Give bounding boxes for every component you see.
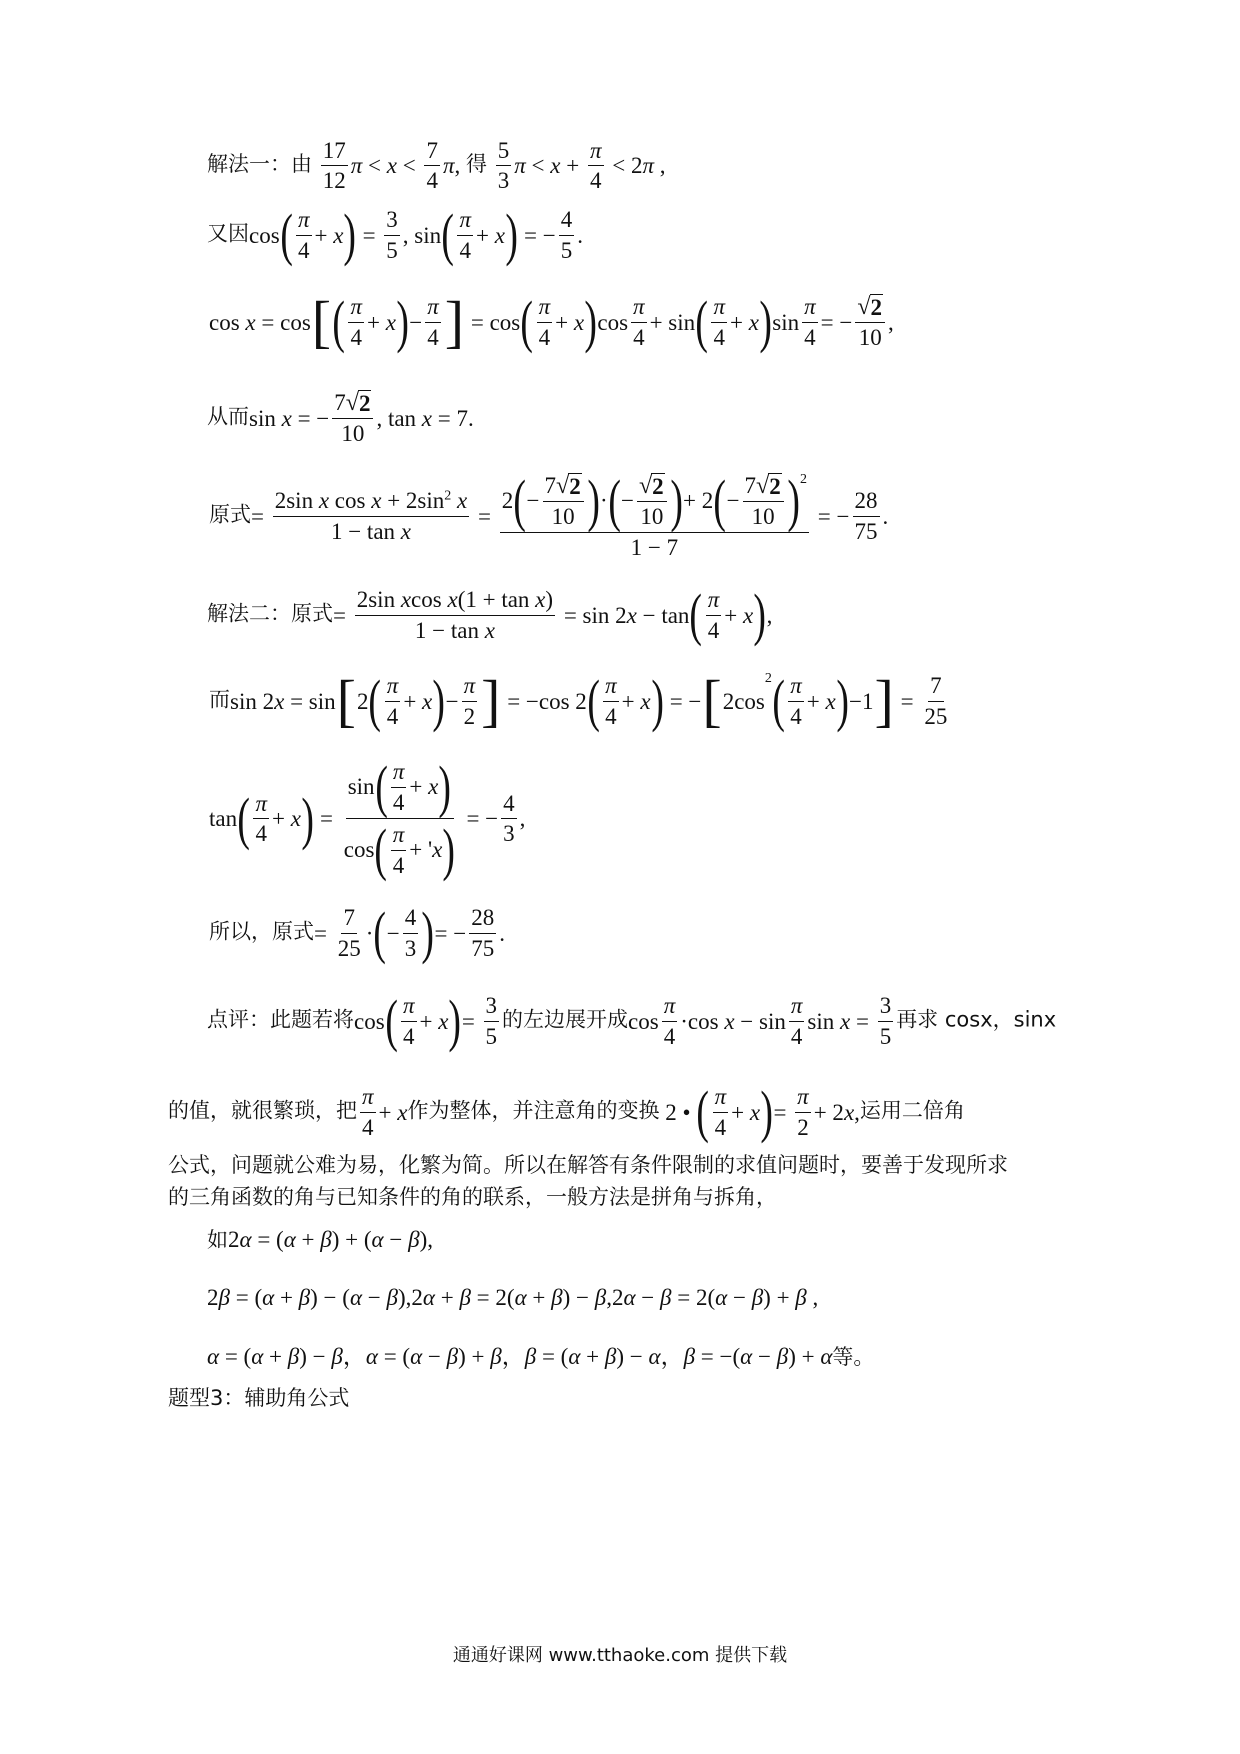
page-footer: 通通好课网 www.tthaoke.com 提供下载 — [452, 1645, 788, 1666]
given-values: cos ( $\frac{\pi}{4}$ + x ) = $\frac{3}{5}$ , sin ( $\frac{\pi}{4}$ + x ) = − $\frac{4}{5}$ . — [249, 202, 583, 267]
comment-line1: 点评：此题若将cos ( $\frac{\pi}{4}$ + x ) = $\frac{3}{5}$ 的左边展开成cos $\frac{\pi}{4}$ ·cos x − sin $\frac{\pi}{4}$ sin x = $\frac{3}{5}$ 再求 cosx，sinx — [207, 988, 1057, 1053]
sin2x-derivation: 而sin 2 x = sin [ 2 ( $\frac{\pi}{4}$ + x ) − $\frac{\pi}{2}$ ] = −cos 2 ( $\frac{\pi}{4}$ + x ) = − [ 2cos $^2$ ( $\frac{\pi}{4}$ + x ) −1 ] = $\frac{7}{25}$ — [209, 668, 948, 733]
solution1-result: 原式= $\frac{2\sin x \cos x + 2\sin^2 x}{\text{1 − tan x}}$ = 2 ( − 7 √ 2 10 ) · ( − √ 2 10 ) + 2 ( − 7 √ 2 10 ) $^2$ 1 − 7 = − $\frac{28}{75}$ . — [209, 468, 889, 560]
solution1-label: 解法一：由 — [207, 152, 312, 177]
inequality-1: $\frac{17}{12}$ π < x < $\frac{7}{4}$ π , — [322, 138, 461, 194]
comment-para1: 公式，问题就公难为易，化繁为简。所以在解答有条件限制的求值问题时，要善于发现所求 — [168, 1153, 1008, 1177]
cosx-derivation: cos x = cos [ ( $\frac{\pi}{4}$ + x ) − $\frac{\pi}{4}$ ] = cos ( $\frac{\pi}{4}$ + x ) cos $\frac{\pi}{4}$ + sin ( $\frac{\pi}{4}$ + x ) sin $\frac{\pi}{4}$ = − √ 2 10 , — [209, 289, 894, 354]
tan-derivation: tan ( $\frac{\pi}{4}$ + x ) = sin ( $\frac{\pi}{4}$ + x ) cos ( $\frac{\pi}{4}$ + ' x ) = − $\frac{4}{3}$ , — [209, 754, 526, 882]
section-heading: 题型3：辅助角公式 — [168, 1386, 350, 1410]
de-zhi-c: 运用二倍角 — [859, 1098, 965, 1123]
solution1-line4: 从而sin x = − 7 √ 2 10 , tan x = 7. — [207, 390, 474, 447]
congerr-word: 从而 — [207, 404, 249, 429]
de-zhi-a: 的值，就很繁琐，把 — [168, 1098, 357, 1123]
deng-word: 等。 — [832, 1345, 875, 1369]
solution2-label: 解法二：原式 — [207, 601, 333, 626]
dianping-c: 再求 cosx，sinx — [896, 1007, 1057, 1032]
er-word: 而 — [209, 687, 230, 712]
youyin-word: 又因 — [207, 221, 249, 246]
yuanshi-word: 原式 — [209, 502, 251, 527]
comment-para2: 的三角函数的角与已知条件的角的联系，一般方法是拼角与拆角， — [168, 1185, 777, 1209]
de-word: 得 — [466, 152, 487, 177]
solution2-line1: 解法二：原式= $\frac{\text{2sin xcos x(1 + tan x)}}{\text{1 − tan x}}$ = sin 2 x − tan ( $\frac{\pi}{4}$ + x ) , — [207, 582, 773, 647]
dianping-a: 点评：此题若将 — [207, 1007, 354, 1032]
suoyi-word: 所以，原式 — [209, 919, 314, 944]
dianping-b: 的左边展开成 — [502, 1007, 629, 1032]
angle-example-3: α = (α + β) − β，α = (α − β) + β，β = (α + β) − α，β = −(α − β) + α等。 — [207, 1344, 875, 1369]
solution1-line2 — [207, 202, 583, 267]
comment-line2: 的值，就很繁琐，把 $\frac{\pi}{4}$ + x 作为整体，并注意角的变换 2 • ( $\frac{\pi}{4}$ + x ) = $\frac{\pi}{2}$ + 2 x ,运用二倍角 — [168, 1079, 965, 1144]
solution2-result: 所以，原式= $\frac{7}{25}$ · ( − $\frac{4}{3}$ ) = − $\frac{28}{75}$ . — [209, 900, 505, 965]
angle-example-1: 如2α = (α + β) + (α − β), — [207, 1227, 433, 1252]
de-zhi-b: 作为整体，并注意角的变换 — [407, 1098, 660, 1123]
angle-example-2: 2β = (α + β) − (α − β),2α + β = 2(α + β) − β,2α − β = 2(α − β) + β , — [207, 1285, 819, 1310]
inequality-2: $\frac{5}{3}$ π < x + $\frac{\pi}{4}$ < 2 π , — [497, 138, 666, 194]
solution1-line1 — [207, 138, 666, 194]
ru-word: 如 — [207, 1228, 228, 1252]
